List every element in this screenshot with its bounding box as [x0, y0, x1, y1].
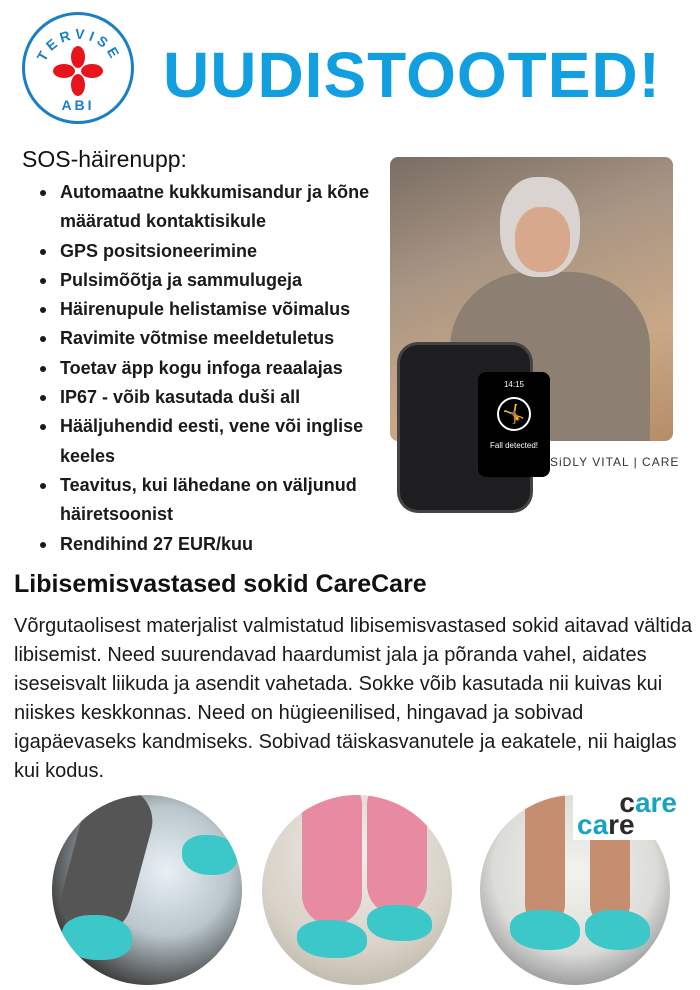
watch-screen: [478, 372, 550, 477]
list-item: Toetav äpp kogu infoga reaalajas: [40, 354, 385, 383]
brand-logo: SiDLY VITAL | CARE: [550, 455, 680, 469]
sock-photo-1: [52, 795, 242, 985]
watch-message: Fall detected!: [489, 441, 539, 450]
carecare-logo: care care: [573, 788, 683, 840]
list-item: Häirenupule helistamise võimalus: [40, 295, 385, 324]
sock-photo-2: [262, 795, 452, 985]
watch-time: 14:15: [503, 380, 525, 389]
list-item: IP67 - võib kasutada duši all: [40, 383, 385, 412]
fall-icon: 🤸: [497, 397, 531, 431]
socks-description: Võrgutaolisest materjalist valmistatud libisemisvastased sokid aitavad vältida libisemist. Need suurendavad haardumist jala ja põranda vahel, aidates iseseisvalt liikuda ja asendit vahetada. Sokke võib kasutada nii kuivas kui niiskes keskkonnas. Need on hügieenilised, hingavad ja sobivad igapäevaseks kandmiseks. Sobivad täiskasvanutele ja eakatele, nii haiglas kui kodus.: [14, 615, 693, 782]
list-item: GPS positsioneerimine: [40, 237, 385, 266]
svg-text:ABI: ABI: [61, 97, 95, 113]
svg-text:TERVISE: TERVISE: [33, 25, 125, 64]
feature-list: [40, 178, 385, 559]
socks-heading: Libisemisvastased sokid CareCare: [14, 570, 427, 598]
page-title: UUDISTOOTED!: [163, 39, 661, 111]
list-item: Hääljuhendid eesti, vene või inglise keeles: [40, 412, 385, 471]
tervise-abi-logo: [22, 12, 134, 124]
list-item: Automaatne kukkumisandur ja kõne määratud kontaktisikule: [40, 178, 385, 237]
list-item: Ravimite võtmise meeldetuletus: [40, 324, 385, 353]
sos-heading: SOS-häirenupp:: [22, 146, 187, 172]
list-item: Rendihind 27 EUR/kuu: [40, 530, 385, 559]
list-item: Pulsimõõtja ja sammulugeja: [40, 266, 385, 295]
list-item: Teavitus, kui lähedane on väljunud häiretsoonist: [40, 471, 385, 530]
